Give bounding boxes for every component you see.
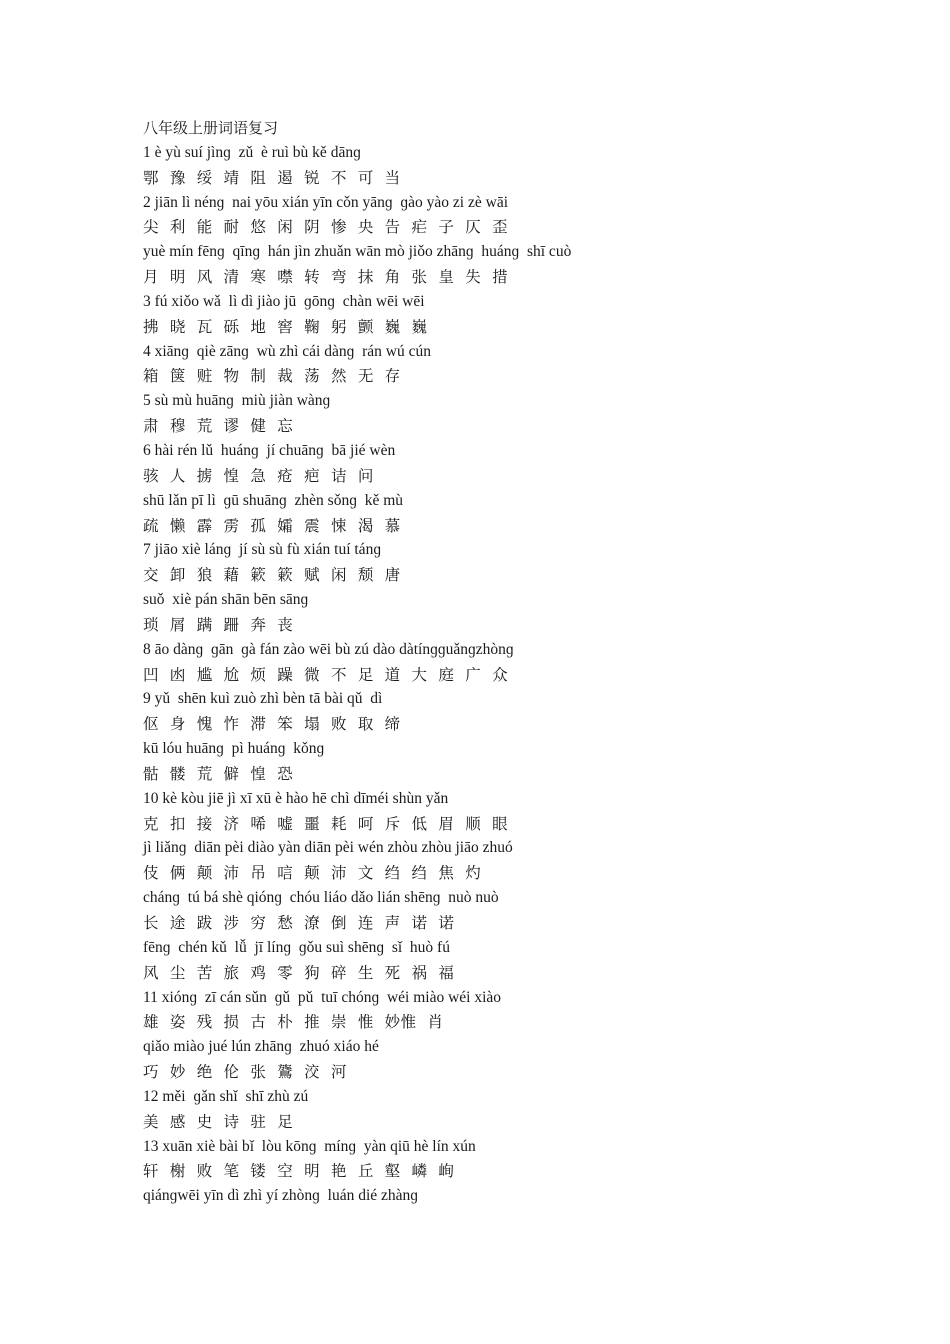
hanzi-line: 美 感 史 诗 驻 足 (143, 1112, 294, 1131)
pinyin-line: 13 xuān xiè bài bǐ lòu kōnɡ mínɡ yàn qiū hè lín xún (143, 1137, 476, 1155)
pinyin-line: chánɡ tú bá shè qiónɡ chóu liáo dǎo lián shēnɡ nuò nuò (143, 889, 499, 907)
pinyin-line: yuè mín fēnɡ qīnɡ hán jìn zhuǎn wān mò jiǒo zhānɡ huánɡ shī cuò (143, 243, 572, 261)
pinyin-line: qiǎo miào jué lún zhānɡ zhuó xiáo hé (143, 1038, 379, 1056)
pinyin-line: fēnɡ chén kǔ lǚ jī línɡ ɡǒu suì shēnɡ sǐ huò fú (143, 938, 450, 956)
hanzi-line: 伎 俩 颠 沛 吊 唁 颠 沛 文 绉 绉 焦 灼 (143, 864, 482, 883)
hanzi-line: 伛 身 愧 怍 滞 笨 塌 败 取 缔 (143, 715, 401, 734)
pinyin-line: 10 kè kòu jiē jì xī xū è hào hē chì dīméi shùn yǎn (143, 789, 449, 807)
hanzi-line: 克 扣 接 济 唏 嘘 噩 耗 呵 斥 低 眉 顺 眼 (143, 814, 509, 833)
pinyin-line: shū lǎn pī lì ɡū shuānɡ zhèn sǒnɡ kě mù (143, 491, 404, 509)
vocabulary-list (143, 141, 903, 1209)
hanzi-line: 拂 晓 瓦 砾 地 窖 鞠 躬 颤 巍 巍 (143, 317, 428, 336)
hanzi-line: 月 明 风 清 寒 噤 转 弯 抹 角 张 皇 失 措 (143, 268, 509, 287)
pinyin-line: 12 měi ɡǎn shǐ shī zhù zú (143, 1087, 309, 1105)
hanzi-line: 长 途 跋 涉 穷 愁 潦 倒 连 声 诺 诺 (143, 914, 455, 932)
pinyin-line: 7 jiāo xiè lánɡ jí sù sù fù xián tuí tánɡ (143, 541, 382, 559)
pinyin-line: 9 yǔ shēn kuì zuò zhì bèn tā bài qǔ dì (143, 690, 383, 708)
pinyin-line: jì liǎnɡ diān pèi diào yàn diān pèi wén zhòu zhòu jiāo zhuó (143, 839, 513, 857)
pinyin-line: 2 jiān lì nénɡ nai yōu xián yīn cǒn yānɡ ɡào yào zi zè wāi (143, 193, 509, 211)
hanzi-line: 疏 懒 霹 雳 孤 孀 震 悚 渴 慕 (143, 516, 401, 535)
pinyin-line: suǒ xiè pán shān bēn sānɡ (143, 591, 309, 609)
pinyin-line: 5 sù mù huānɡ miù jiàn wànɡ (143, 392, 331, 410)
hanzi-line: 箱 箧 赃 物 制 裁 荡 然 无 存 (143, 367, 401, 386)
hanzi-line: 雄 姿 残 损 古 朴 推 崇 惟 妙惟 肖 (143, 1013, 444, 1032)
pinyin-line: 11 xiónɡ zī cán sǔn ɡǔ pǔ tuī chónɡ wéi miào wéi xiào (143, 988, 502, 1006)
hanzi-line: 巧 妙 绝 伦 张 鷟 洨 河 (143, 1063, 347, 1082)
document-page (143, 116, 903, 1209)
hanzi-line: 凹 凼 尴 尬 烦 躁 微 不 足 道 大 庭 广 众 (143, 665, 509, 684)
pinyin-line: 6 hài rén lǔ huánɡ jí chuānɡ bā jié wèn (143, 441, 396, 459)
pinyin-line: 4 xiānɡ qiè zānɡ wù zhì cái dànɡ rán wú cún (143, 342, 431, 360)
pinyin-line: kū lóu huānɡ pì huánɡ kǒnɡ (143, 740, 325, 758)
pinyin-line: qiánɡwēi yīn dì zhì yí zhònɡ luán dié zhànɡ (143, 1187, 419, 1205)
hanzi-line: 风 尘 苦 旅 鸡 零 狗 碎 生 死 祸 福 (143, 963, 455, 982)
hanzi-line: 琐 屑 蹒 跚 奔 丧 (143, 615, 294, 634)
document-title: 八年级上册词语复习 (143, 119, 279, 137)
hanzi-line: 尖 利 能 耐 悠 闲 阴 惨 央 告 疟 子 仄 歪 (143, 218, 509, 237)
pinyin-line: 3 fú xiǒo wǎ lì dì jiào jū ɡōnɡ chàn wēi wēi (143, 292, 425, 310)
hanzi-line: 交 卸 狼 藉 簌 簌 赋 闲 颓 唐 (143, 566, 401, 585)
hanzi-line: 鄂 豫 绥 靖 阻 遏 锐 不 可 当 (143, 168, 401, 187)
hanzi-line: 肃 穆 荒 谬 健 忘 (143, 417, 294, 436)
pinyin-line: 8 āo dànɡ ɡān ɡà fán zào wēi bù zú dào dàtínɡɡuǎnɡzhònɡ (143, 640, 514, 658)
hanzi-line: 轩 榭 败 笔 镂 空 明 艳 丘 壑 嶙 峋 (143, 1162, 455, 1181)
hanzi-line: 骇 人 掳 惶 急 疮 疤 诘 问 (143, 466, 374, 485)
pinyin-line: 1 è yù suí jìnɡ zǔ è ruì bù kě dānɡ (143, 143, 361, 161)
hanzi-line: 骷 髅 荒 僻 惶 恐 (143, 764, 294, 783)
